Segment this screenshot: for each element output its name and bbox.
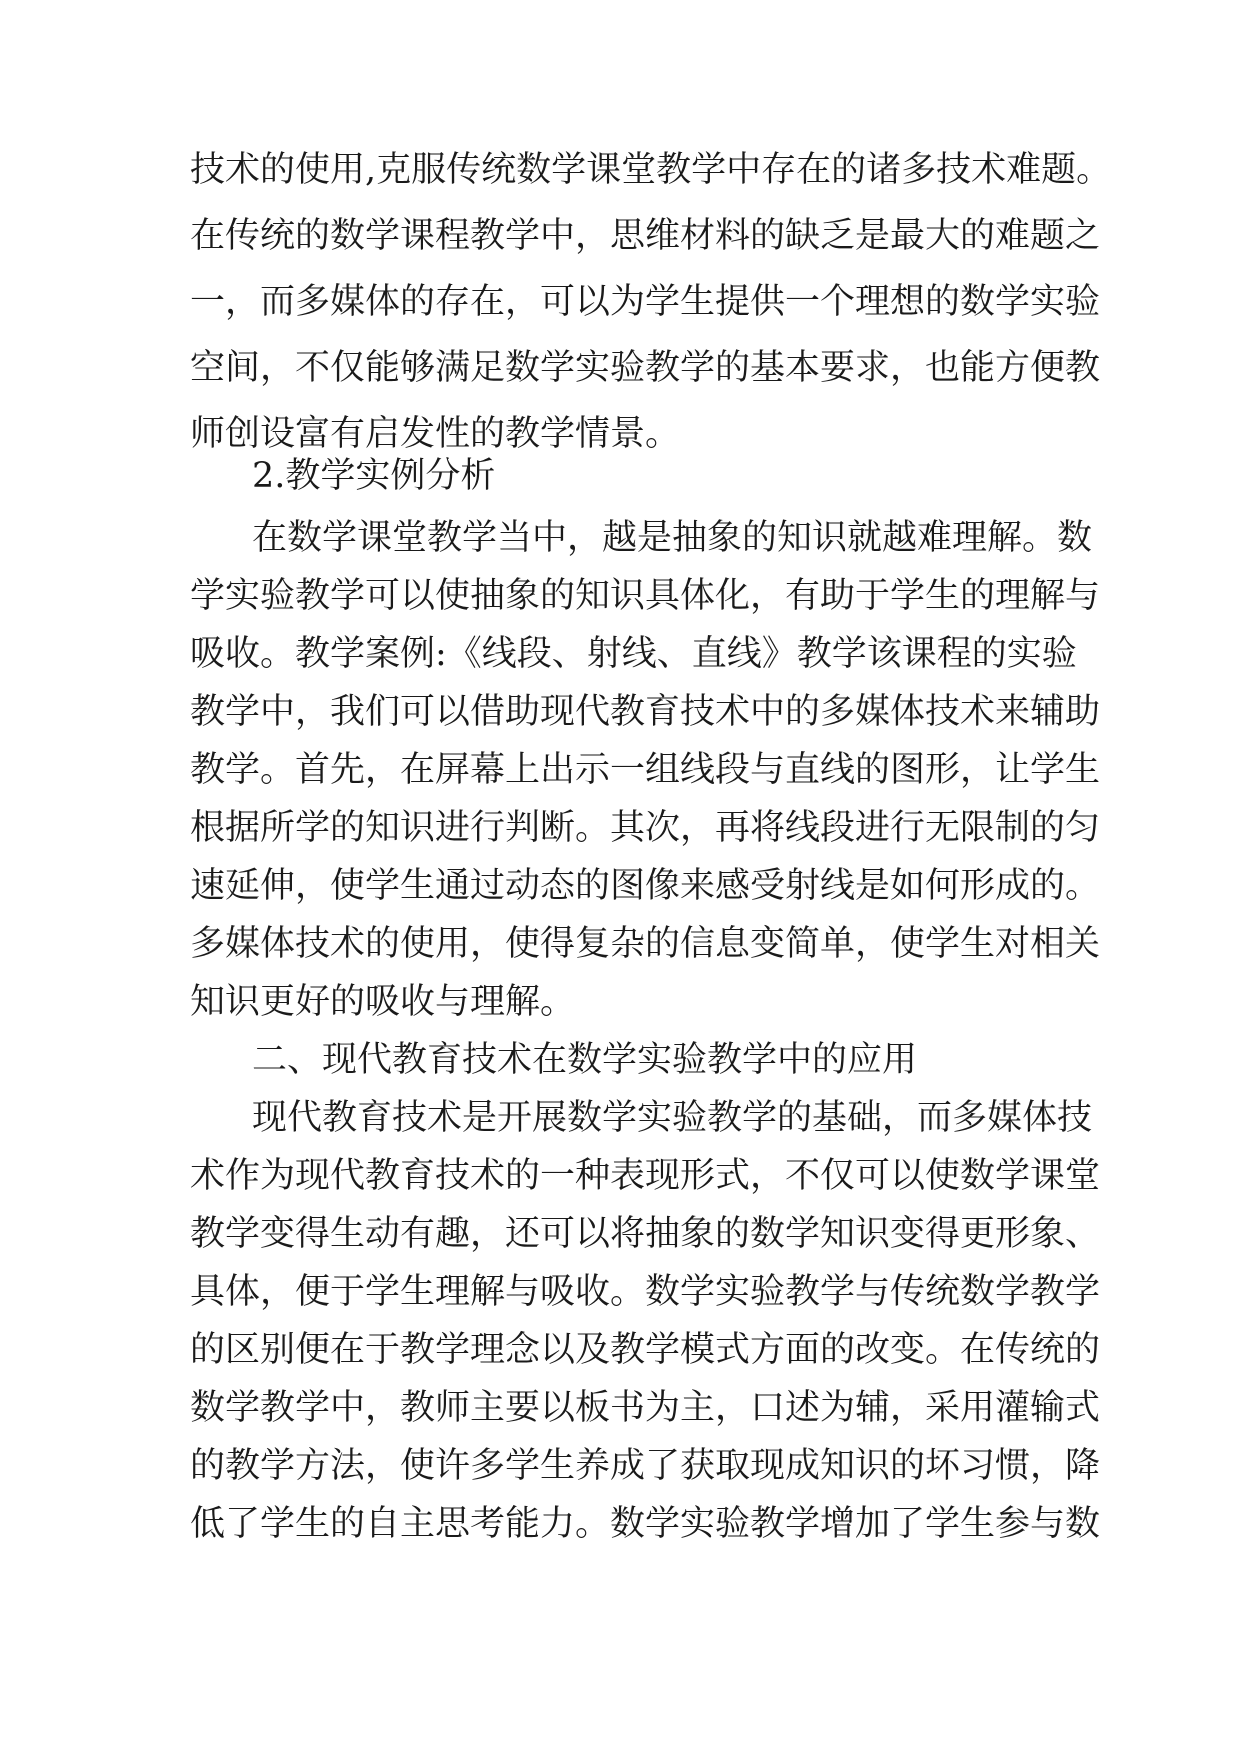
- text-line: 术作为现代教育技术的一种表现形式，不仅可以使数学课堂: [190, 1156, 1101, 1196]
- text-line: 数学教学中，教师主要以板书为主，口述为辅，采用灌输式: [190, 1388, 1101, 1428]
- text-line: 教学变得生动有趣，还可以将抽象的数学知识变得更形象、: [190, 1214, 1101, 1254]
- text-line: 在传统的数学课程教学中，思维材料的缺乏是最大的难题之: [190, 216, 1101, 256]
- text-line: 一，而多媒体的存在，可以为学生提供一个理想的数学实验: [190, 282, 1101, 322]
- text-line: 的区别便在于教学理念以及教学模式方面的改变。在传统的: [190, 1330, 1101, 1370]
- text-line: 现代教育技术是开展数学实验教学的基础，而多媒体技: [252, 1098, 1093, 1138]
- text-line: 具体，便于学生理解与吸收。数学实验教学与传统数学教学: [190, 1272, 1101, 1312]
- text-line: 吸收。教学案例:《线段、射线、直线》教学该课程的实验: [190, 634, 1077, 674]
- text-line: 速延伸，使学生通过动态的图像来感受射线是如何形成的。: [190, 866, 1101, 906]
- text-line: 技术的使用,克服传统数学课堂教学中存在的诸多技术难题。: [190, 150, 1112, 190]
- text-line: 根据所学的知识进行判断。其次，再将线段进行无限制的匀: [190, 808, 1101, 848]
- text-line: 在数学课堂教学当中，越是抽象的知识就越难理解。数: [252, 518, 1093, 558]
- text-line: 的教学方法，使许多学生养成了获取现成知识的坏习惯，降: [190, 1446, 1101, 1486]
- text-line: 多媒体技术的使用，使得复杂的信息变简单，使学生对相关: [190, 924, 1101, 964]
- text-line: 低了学生的自主思考能力。数学实验教学增加了学生参与数: [190, 1504, 1101, 1544]
- text-line: 教学中，我们可以借助现代教育技术中的多媒体技术来辅助: [190, 692, 1101, 732]
- text-line: 师创设富有启发性的教学情景。: [190, 414, 681, 454]
- text-line: 知识更好的吸收与理解。: [190, 982, 576, 1022]
- text-line: 学实验教学可以使抽象的知识具体化，有助于学生的理解与: [190, 576, 1101, 616]
- text-line: 教学。首先，在屏幕上出示一组线段与直线的图形，让学生: [190, 750, 1101, 790]
- section-heading: 二、现代教育技术在数学实验教学中的应用: [252, 1040, 918, 1080]
- text-line: 空间，不仅能够满足数学实验教学的基本要求，也能方便教: [190, 348, 1101, 388]
- section-heading: 2.教学实例分析: [252, 456, 496, 496]
